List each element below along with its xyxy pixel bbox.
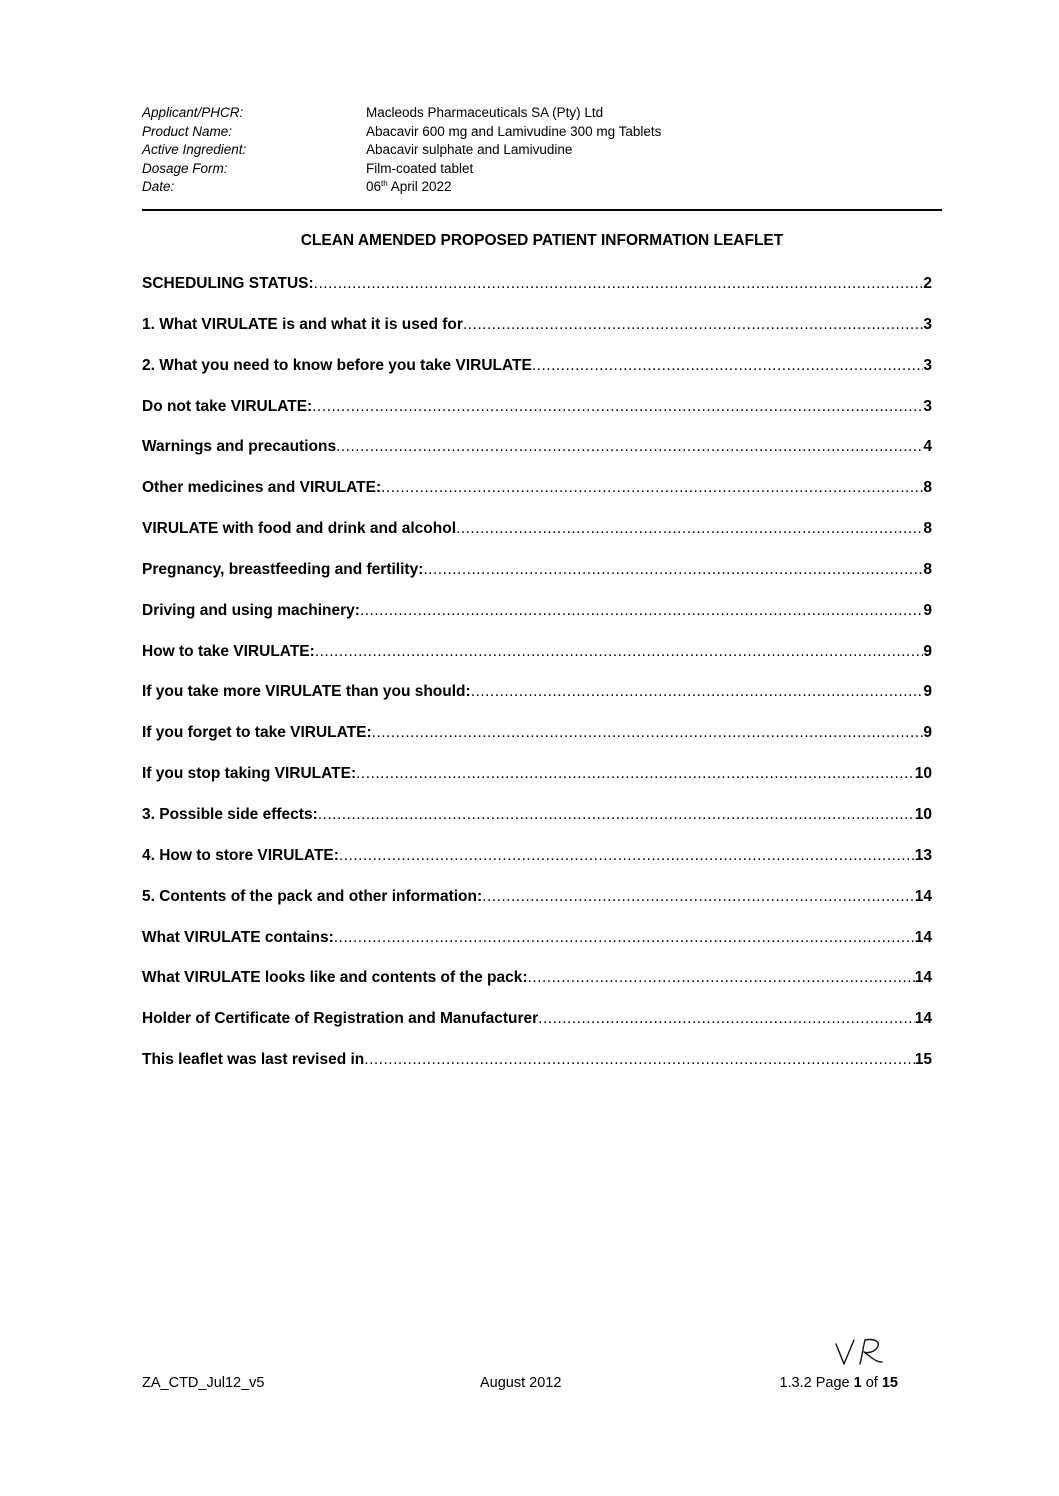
toc-page-number: 14 <box>914 887 932 905</box>
toc-item-label: Driving and using machinery: <box>142 601 360 619</box>
toc-dot-leader <box>360 602 923 620</box>
table-of-contents <box>142 275 932 1092</box>
toc-item-label: 5. Contents of the pack and other information: <box>142 887 483 905</box>
date-label: Date: <box>142 179 175 194</box>
toc-dot-leader <box>336 438 923 456</box>
toc-item-label: This leaflet was last revised in <box>142 1051 365 1069</box>
toc-item-label: VIRULATE with food and drink and alcohol <box>142 520 457 538</box>
toc-dot-leader <box>315 643 924 661</box>
applicant-label: Applicant/PHCR: <box>142 105 244 120</box>
header-row-dosage-form <box>142 160 942 179</box>
toc-page-number: 3 <box>923 356 932 374</box>
handwritten-initials <box>832 1334 892 1370</box>
toc-page-number: 9 <box>923 601 932 619</box>
toc-page-number: 14 <box>914 969 932 987</box>
header-row-applicant <box>142 104 942 123</box>
footer-page-total: 15 <box>881 1375 898 1391</box>
date-day: 06 <box>366 179 382 194</box>
toc-item-before-you-take[interactable] <box>142 357 932 398</box>
toc-page-number: 3 <box>923 397 932 415</box>
toc-item-label: How to take VIRULATE: <box>142 642 315 660</box>
toc-item-contents-of-pack[interactable] <box>142 888 932 929</box>
active-ingredient-value: Abacavir sulphate and Lamivudine <box>366 142 573 157</box>
date-rest: April 2022 <box>387 179 452 194</box>
toc-dot-leader <box>372 724 924 742</box>
toc-dot-leader <box>334 929 915 947</box>
toc-item-do-not-take[interactable] <box>142 398 932 439</box>
toc-item-label: 1. What VIRULATE is and what it is used for <box>142 315 463 333</box>
toc-item-forget-to-take[interactable] <box>142 724 932 765</box>
toc-item-what-virulate-is[interactable] <box>142 316 932 357</box>
toc-page-number: 15 <box>914 1051 932 1069</box>
toc-dot-leader <box>532 357 924 375</box>
toc-item-holder-of-certificate[interactable] <box>142 1010 932 1051</box>
product-name-label: Product Name: <box>142 123 233 139</box>
toc-page-number: 2 <box>923 275 932 292</box>
toc-dot-leader <box>339 847 915 865</box>
toc-item-driving-machinery[interactable] <box>142 602 932 643</box>
toc-dot-leader <box>356 765 915 783</box>
toc-item-take-more[interactable] <box>142 683 932 724</box>
toc-item-stop-taking[interactable] <box>142 765 932 806</box>
toc-page-number: 4 <box>923 438 932 456</box>
toc-page-number: 10 <box>914 805 932 823</box>
toc-item-label: What VIRULATE looks like and contents of the pack: <box>142 969 528 987</box>
toc-page-number: 3 <box>923 315 932 333</box>
toc-item-label: Holder of Certificate of Registration and Manufacturer <box>142 1010 539 1028</box>
toc-item-side-effects[interactable] <box>142 806 932 847</box>
toc-dot-leader <box>381 479 923 497</box>
toc-page-number: 8 <box>923 560 932 578</box>
header-row-date <box>142 178 942 197</box>
toc-item-pregnancy[interactable] <box>142 561 932 602</box>
document-header <box>142 104 942 197</box>
footer-page-current: 1 <box>853 1375 862 1391</box>
toc-dot-leader <box>312 398 923 416</box>
toc-page-number: 9 <box>923 642 932 660</box>
toc-item-warnings-precautions[interactable] <box>142 438 932 479</box>
footer-template-id: ZA_CTD_Jul12_v5 <box>142 1375 265 1391</box>
toc-dot-leader <box>482 888 915 906</box>
toc-item-how-to-take[interactable] <box>142 643 932 684</box>
header-row-product-name <box>142 123 942 142</box>
footer-section-prefix: 1.3.2 Page <box>779 1375 854 1391</box>
toc-item-label: Do not take VIRULATE: <box>142 397 313 415</box>
header-row-active-ingredient <box>142 141 942 160</box>
dosage-form-value: Film-coated tablet <box>366 160 474 176</box>
toc-item-looks-like[interactable] <box>142 969 932 1010</box>
toc-item-label: What VIRULATE contains: <box>142 928 334 946</box>
toc-item-label: If you take more VIRULATE than you should: <box>142 683 471 701</box>
toc-page-number: 14 <box>914 928 932 946</box>
toc-item-label: 4. How to store VIRULATE: <box>142 846 339 864</box>
toc-item-label: Pregnancy, breastfeeding and fertility: <box>142 560 424 578</box>
toc-item-label: Other medicines and VIRULATE: <box>142 479 382 497</box>
date-suffix: th <box>381 179 388 188</box>
applicant-value: Macleods Pharmaceuticals SA (Pty) Ltd <box>366 105 604 120</box>
toc-dot-leader <box>423 561 923 579</box>
toc-item-other-medicines[interactable] <box>142 479 932 520</box>
toc-item-how-to-store[interactable] <box>142 847 932 888</box>
footer-page-of: of <box>861 1375 882 1391</box>
toc-item-label: 2. What you need to know before you take VIRULATE <box>142 356 532 374</box>
toc-item-scheduling-status[interactable] <box>142 275 932 316</box>
date-value <box>366 178 942 197</box>
toc-item-food-drink-alcohol[interactable] <box>142 520 932 561</box>
toc-item-label: If you forget to take VIRULATE: <box>142 724 372 742</box>
toc-dot-leader <box>318 806 915 824</box>
header-divider <box>142 209 942 211</box>
toc-item-label: Warnings and precautions <box>142 438 337 456</box>
toc-page-number: 13 <box>914 846 932 864</box>
toc-item-what-virulate-contains[interactable] <box>142 929 932 970</box>
document-title: CLEAN AMENDED PROPOSED PATIENT INFORMATION LEAFLET <box>300 232 784 249</box>
toc-page-number: 10 <box>914 765 932 783</box>
toc-dot-leader <box>528 969 915 987</box>
toc-item-label: SCHEDULING STATUS: <box>142 275 314 292</box>
toc-dot-leader <box>364 1051 914 1069</box>
product-name-value: Abacavir 600 mg and Lamivudine 300 mg Tablets <box>366 123 662 139</box>
toc-item-label: 3. Possible side effects: <box>142 805 318 823</box>
dosage-form-label: Dosage Form: <box>142 160 228 176</box>
toc-page-number: 8 <box>923 479 932 497</box>
footer-page-info <box>779 1375 898 1391</box>
toc-page-number: 9 <box>923 724 932 742</box>
toc-dot-leader <box>456 520 923 538</box>
toc-dot-leader <box>314 275 924 293</box>
toc-dot-leader <box>463 316 923 334</box>
toc-item-label: If you stop taking VIRULATE: <box>142 765 357 783</box>
toc-page-number: 9 <box>923 683 932 701</box>
toc-page-number: 14 <box>914 1010 932 1028</box>
toc-page-number: 8 <box>923 520 932 538</box>
active-ingredient-label: Active Ingredient: <box>142 142 247 157</box>
toc-dot-leader <box>538 1010 915 1028</box>
toc-item-last-revised[interactable] <box>142 1051 932 1092</box>
toc-dot-leader <box>471 683 924 701</box>
footer-date: August 2012 <box>480 1375 562 1391</box>
